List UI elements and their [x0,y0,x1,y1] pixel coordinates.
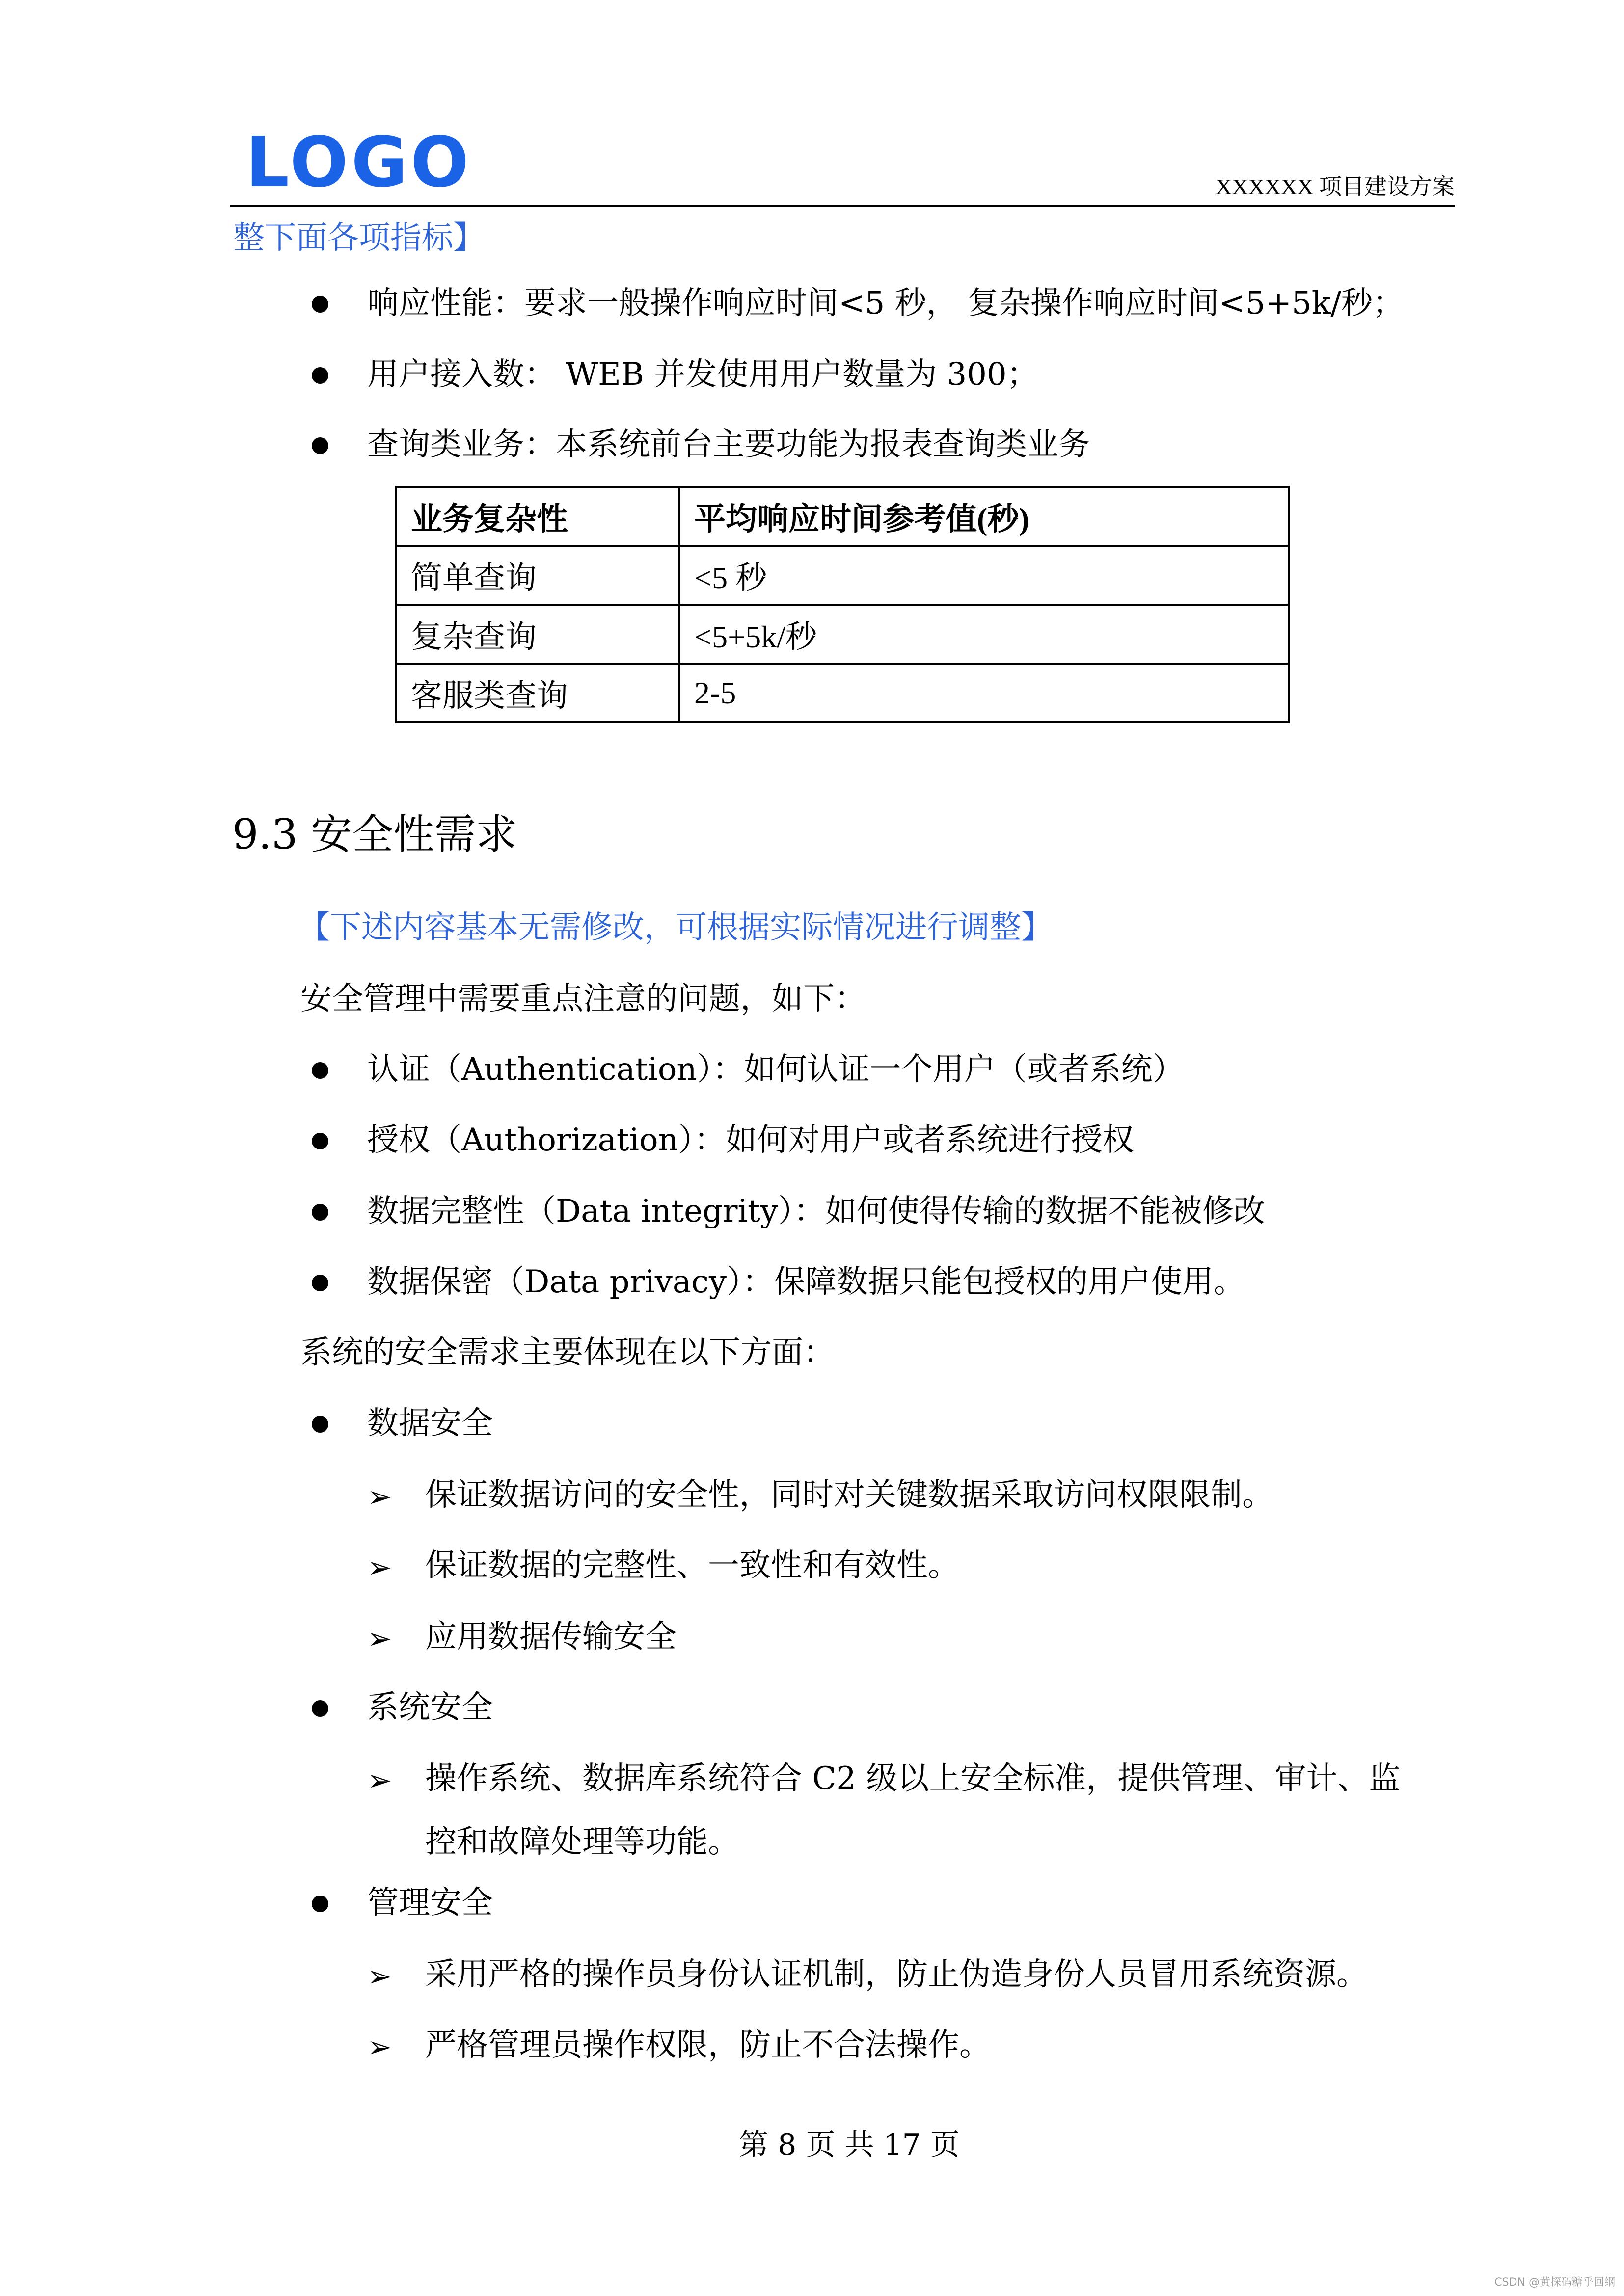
table-header-cell: 平均响应时间参考值(秒) [679,487,1289,546]
sub-list-item: 操作系统、数据库系统符合 C2 级以上安全标准，提供管理、审计、监 [425,1761,1401,1797]
bullet-icon [312,1204,328,1221]
header-title: XXXXXX 项目建设方案 [1216,174,1455,199]
table-header-cell: 业务复杂性 [396,487,679,546]
watermark: CSDN @黄探码糖乎回纲 [1494,2276,1615,2289]
list-item: 用户接入数： WEB 并发使用用户数量为 300； [367,356,1038,393]
bullet-icon [312,1133,328,1149]
list-item: 数据保密（Data privacy）：保障数据只能包授权的用户使用。 [367,1264,1245,1300]
list-item: 认证（Authentication）：如何认证一个用户（或者系统） [367,1051,1184,1088]
group-title: 数据安全 [367,1405,493,1442]
table-row [396,664,1289,722]
table-row [396,605,1289,664]
arrow-bullet-icon: ➢ [367,1480,392,1514]
table-cell: <5+5k/秒 [679,605,1289,664]
arrow-bullet-icon: ➢ [367,1959,392,1994]
sub-list-item: 采用严格的操作员身份认证机制，防止伪造身份人员冒用系统资源。 [425,1956,1368,1993]
section-note: 【下述内容基本无需修改，可根据实际情况进行调整】 [298,909,1053,946]
section-heading: 9.3 安全性需求 [232,810,517,858]
sub-list-item: 保证数据访问的安全性，同时对关键数据采取访问权限限制。 [425,1477,1273,1513]
page-number: 第 8 页 共 17 页 [739,2128,960,2162]
list-item: 授权（Authorization）：如何对用户或者系统进行授权 [367,1122,1134,1158]
table-header-row [396,487,1289,546]
arrow-bullet-icon: ➢ [367,1550,392,1585]
list-item: 数据完整性（Data integrity）：如何使得传输的数据不能被修改 [367,1193,1265,1229]
bullet-icon [312,1700,328,1717]
bullet-icon [312,1062,328,1079]
sub-list-item: 应用数据传输安全 [425,1619,677,1655]
continued-note: 整下面各项指标】 [233,220,485,256]
arrow-bullet-icon: ➢ [367,1763,392,1798]
sub-list-item: 保证数据的完整性、一致性和有效性。 [425,1548,959,1584]
bullet-icon [312,1275,328,1291]
list-item: 响应性能：要求一般操作响应时间<5 秒， 复杂操作响应时间<5+5k/秒； [367,285,1405,321]
sub-list-item: 严格管理员操作权限，防止不合法操作。 [425,2027,991,2063]
table-cell: 复杂查询 [396,605,679,664]
arrow-bullet-icon: ➢ [367,1622,392,1656]
bullet-icon [312,1416,328,1433]
bullet-icon [312,296,328,313]
table-cell: <5 秒 [679,546,1289,605]
bullet-icon [312,1896,328,1912]
requirements-intro: 系统的安全需求主要体现在以下方面： [300,1335,835,1371]
header-divider [230,205,1455,207]
table-cell: 客服类查询 [396,664,679,722]
group-title: 管理安全 [367,1885,493,1921]
bullet-icon [312,437,328,454]
arrow-bullet-icon: ➢ [367,2030,392,2064]
response-time-table [395,486,1290,723]
logo: LOGO [245,123,472,203]
table-cell: 简单查询 [396,546,679,605]
table-row [396,546,1289,605]
bullet-icon [312,367,328,384]
group-title: 系统安全 [367,1689,493,1726]
sub-list-item-continued: 控和故障处理等功能。 [425,1824,739,1860]
intro-text: 安全管理中需要重点注意的问题，如下： [300,981,866,1017]
table-cell: 2-5 [679,664,1289,722]
list-item: 查询类业务：本系统前台主要功能为报表查询类业务 [367,427,1090,463]
